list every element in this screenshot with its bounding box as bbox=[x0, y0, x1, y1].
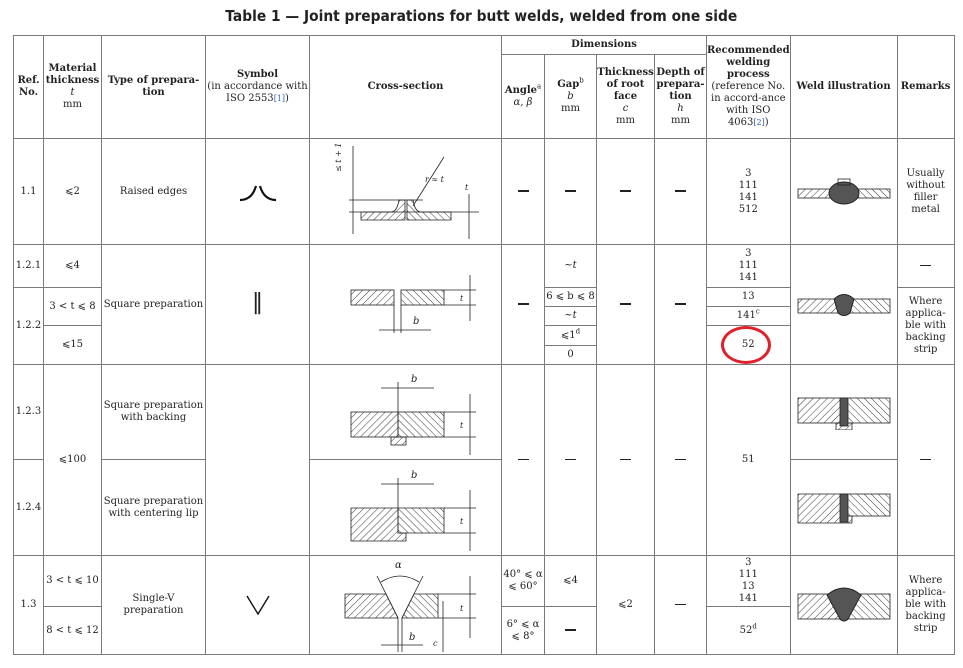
header-welding-process: Recommended welding process (reference No. in accord-ance with ISO 4063[2]) bbox=[707, 36, 791, 139]
weld-illustration-square bbox=[790, 245, 897, 365]
ref-cell: 1.2.1 bbox=[14, 245, 44, 288]
svg-text:c: c bbox=[432, 639, 437, 648]
weld-illustration-single-v bbox=[790, 556, 897, 655]
angle-cell bbox=[502, 245, 545, 365]
raised-edges-symbol-icon bbox=[206, 139, 310, 245]
header-angle: Angle$^a$ α, β bbox=[502, 55, 545, 139]
depth-cell bbox=[655, 556, 707, 655]
remarks-cell: Usually without filler metal bbox=[897, 139, 954, 245]
depth-cell bbox=[655, 139, 707, 245]
table-row bbox=[14, 556, 955, 607]
cross-section-square-centering-lip bbox=[310, 460, 502, 556]
depth-cell bbox=[655, 245, 707, 365]
ref-cell: 1.1 bbox=[14, 139, 44, 245]
gap-cell bbox=[545, 607, 597, 655]
type-cell: Square preparation with centering lip bbox=[102, 460, 206, 556]
gap-cell: ~t bbox=[545, 245, 597, 288]
svg-text:b: b bbox=[410, 374, 417, 385]
angle-cell: 6° ⩽ α ⩽ 8° bbox=[502, 607, 545, 655]
header-depth: Depth of prepara-tion h mm bbox=[655, 55, 707, 139]
root-face-cell bbox=[597, 365, 655, 556]
thickness-cell: ⩽2 bbox=[44, 139, 102, 245]
ref-cell: 1.2.2 bbox=[14, 288, 44, 365]
type-cell: Square preparation bbox=[102, 245, 206, 365]
thickness-cell: ⩽15 bbox=[44, 326, 102, 365]
header-gap: Gap$^b$ b mm bbox=[545, 55, 597, 139]
thickness-cell: 3 < t ⩽ 10 bbox=[44, 556, 102, 607]
cross-section-single-v bbox=[310, 556, 502, 655]
ref-cell: 1.2.4 bbox=[14, 460, 44, 556]
svg-text:t: t bbox=[459, 604, 463, 613]
svg-text:t: t bbox=[459, 516, 463, 526]
thickness-cell: ⩽100 bbox=[44, 365, 102, 556]
header-ref-no: Ref. No. bbox=[14, 36, 44, 139]
type-cell: Single-V preparation bbox=[102, 556, 206, 655]
angle-cell bbox=[502, 365, 545, 556]
svg-text:b: b bbox=[408, 632, 415, 643]
process-cell: 13 bbox=[707, 288, 791, 307]
header-root-face: Thickness of root face c mm bbox=[597, 55, 655, 139]
cross-section-raised-edges bbox=[310, 139, 502, 245]
table-row bbox=[14, 460, 955, 556]
angle-cell: 40° ⩽ α ⩽ 60° bbox=[502, 556, 545, 607]
type-cell: Square preparation with backing bbox=[102, 365, 206, 460]
gap-cell: 6 ⩽ b ⩽ 8 bbox=[545, 288, 597, 307]
root-face-cell: ⩽2 bbox=[597, 556, 655, 655]
thickness-cell: 8 < t ⩽ 12 bbox=[44, 607, 102, 655]
single-v-symbol-icon bbox=[206, 556, 310, 655]
svg-text:t: t bbox=[459, 293, 463, 303]
header-symbol: Symbol (in accordance with ISO 2553[1]) bbox=[206, 36, 310, 139]
gap-cell: 0 bbox=[545, 346, 597, 365]
angle-cell bbox=[502, 139, 545, 245]
weld-illustration-centering-lip bbox=[790, 460, 897, 556]
joint-preparation-table bbox=[13, 35, 955, 655]
header-weld-illustration: Weld illustration bbox=[790, 36, 897, 139]
table-row bbox=[14, 365, 955, 460]
process-cell: 3 111 141 512 bbox=[707, 139, 791, 245]
table-title: Table 1 — Joint preparations for butt welds, welded from one side bbox=[225, 7, 738, 25]
type-cell: Raised edges bbox=[102, 139, 206, 245]
gap-cell: ⩽4 bbox=[545, 556, 597, 607]
process-cell-highlighted: 52 bbox=[707, 326, 791, 365]
weld-illustration-raised-edges bbox=[790, 139, 897, 245]
thickness-cell: 3 < t ⩽ 8 bbox=[44, 288, 102, 326]
header-type-of-preparation: Type of prepara-tion bbox=[102, 36, 206, 139]
thickness-cell: ⩽4 bbox=[44, 245, 102, 288]
process-cell: 51 bbox=[707, 365, 791, 556]
square-symbol-icon: ‖ bbox=[206, 245, 310, 365]
svg-text:r ≈ t: r ≈ t bbox=[424, 174, 444, 184]
process-cell: 141$^c$ bbox=[707, 307, 791, 326]
gap-cell bbox=[545, 139, 597, 245]
svg-text:t: t bbox=[464, 182, 468, 192]
svg-text:b: b bbox=[412, 315, 419, 327]
svg-text:≤ t + 1: ≤ t + 1 bbox=[333, 142, 343, 172]
root-face-cell bbox=[597, 245, 655, 365]
svg-text:t: t bbox=[459, 421, 463, 430]
remarks-cell: Where applica- ble with backing strip bbox=[897, 556, 954, 655]
process-cell: 52$^d$ bbox=[707, 607, 791, 655]
table-row bbox=[14, 245, 955, 288]
remarks-cell: Where applica- ble with backing strip bbox=[897, 288, 954, 365]
gap-cell bbox=[545, 365, 597, 556]
cross-section-square bbox=[310, 245, 502, 365]
weld-illustration-square-backing bbox=[790, 365, 897, 460]
reference-link-2[interactable]: [2] bbox=[753, 118, 765, 127]
header-remarks: Remarks bbox=[897, 36, 954, 139]
remarks-cell bbox=[897, 365, 954, 556]
header-material-thickness: Material thickness t mm bbox=[44, 36, 102, 139]
header-cross-section: Cross-section bbox=[310, 36, 502, 139]
cross-section-square-backing bbox=[310, 365, 502, 460]
gap-cell: ⩽1$^d$ bbox=[545, 326, 597, 346]
gap-cell: ~t bbox=[545, 307, 597, 326]
reference-link-1[interactable]: [1] bbox=[273, 94, 286, 103]
svg-text:α: α bbox=[394, 560, 402, 571]
ref-cell: 1.2.3 bbox=[14, 365, 44, 460]
header-dimensions: Dimensions bbox=[502, 36, 707, 55]
symbol-cell-empty bbox=[206, 365, 310, 556]
remarks-cell bbox=[897, 245, 954, 288]
process-cell: 3 111 141 bbox=[707, 245, 791, 288]
table-row bbox=[14, 139, 955, 245]
depth-cell bbox=[655, 365, 707, 556]
process-cell: 3 111 13 141 bbox=[707, 556, 791, 607]
svg-text:b: b bbox=[410, 469, 417, 481]
root-face-cell bbox=[597, 139, 655, 245]
ref-cell: 1.3 bbox=[14, 556, 44, 655]
